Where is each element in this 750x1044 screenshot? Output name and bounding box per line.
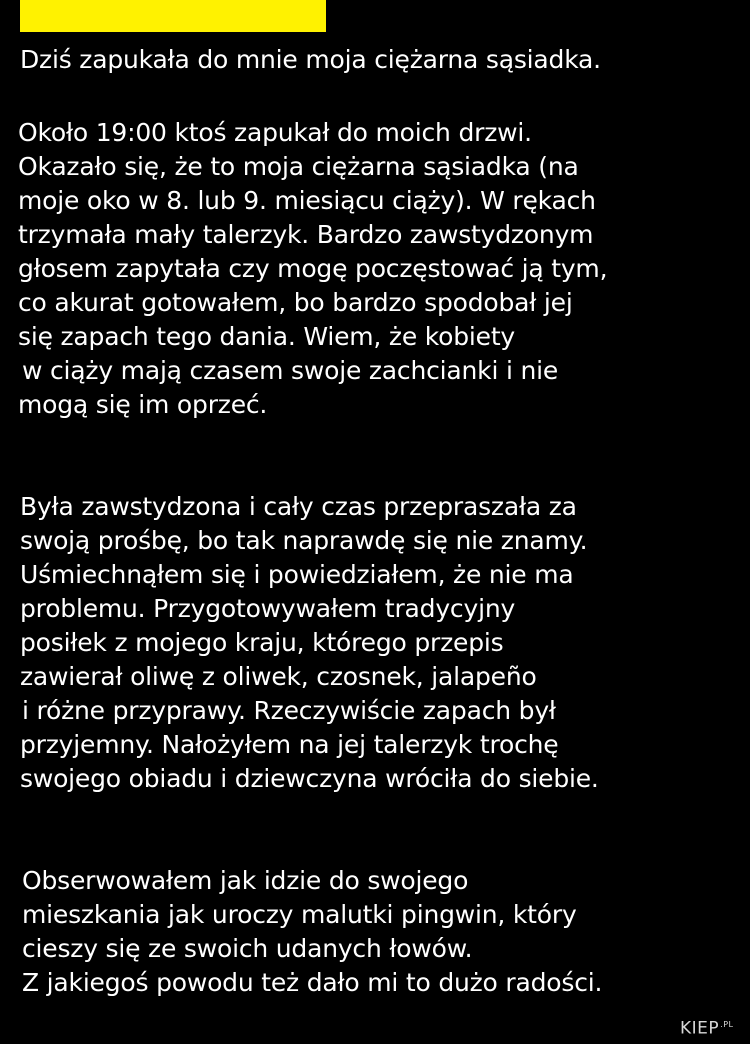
yellow-accent-bar [20,0,326,32]
text-line: głosem zapytała czy mogę poczęstować ją tym, [18,254,608,283]
text-line: moje oko w 8. lub 9. miesiącu ciąży). W rękach [18,186,596,215]
text-line: swoją prośbę, bo tak naprawdę się nie znamy. [20,526,588,555]
text-line: mogą się im oprzeć. [18,390,268,419]
text-line: Dziś zapukała do mnie moja ciężarna sąsiadka. [20,45,601,74]
text-line: Była zawstydzona i cały czas przepraszała za [20,492,577,521]
text-line: w ciąży mają czasem swoje zachcianki i nie [22,356,559,385]
text-line: co akurat gotowałem, bo bardzo spodobał jej [18,288,573,317]
text-line: mieszkania jak uroczy malutki pingwin, który [22,900,577,929]
text-line: Z jakiegoś powodu też dało mi to dużo radości. [22,968,603,997]
text-line: problemu. Przygotowywałem tradycyjny [20,594,516,623]
text-line: cieszy się ze swoich udanych łowów. [22,934,473,963]
text-line: swojego obiadu i dziewczyna wróciła do siebie. [20,764,599,793]
text-line: posiłek z mojego kraju, którego przepis [20,628,504,657]
text-line: Około 19:00 ktoś zapukał do moich drzwi. [18,118,532,147]
text-line: się zapach tego dania. Wiem, że kobiety [18,322,516,351]
text-line: zawierał oliwę z oliwek, czosnek, jalapeño [20,662,537,691]
kiep-watermark-logo: $KIEP^{.PL}$ [680,1018,734,1038]
text-line: przyjemny. Nałożyłem na jej talerzyk trochę [20,730,559,759]
text-line: Obserwowałem jak idzie do swojego [22,866,469,895]
text-line: i różne przyprawy. Rzeczywiście zapach był [22,696,556,725]
text-line: Uśmiechnąłem się i powiedziałem, że nie ma [20,560,574,589]
text-line: Okazało się, że to moja ciężarna sąsiadka (na [18,152,579,181]
text-line: trzymała mały talerzyk. Bardzo zawstydzonym [18,220,594,249]
